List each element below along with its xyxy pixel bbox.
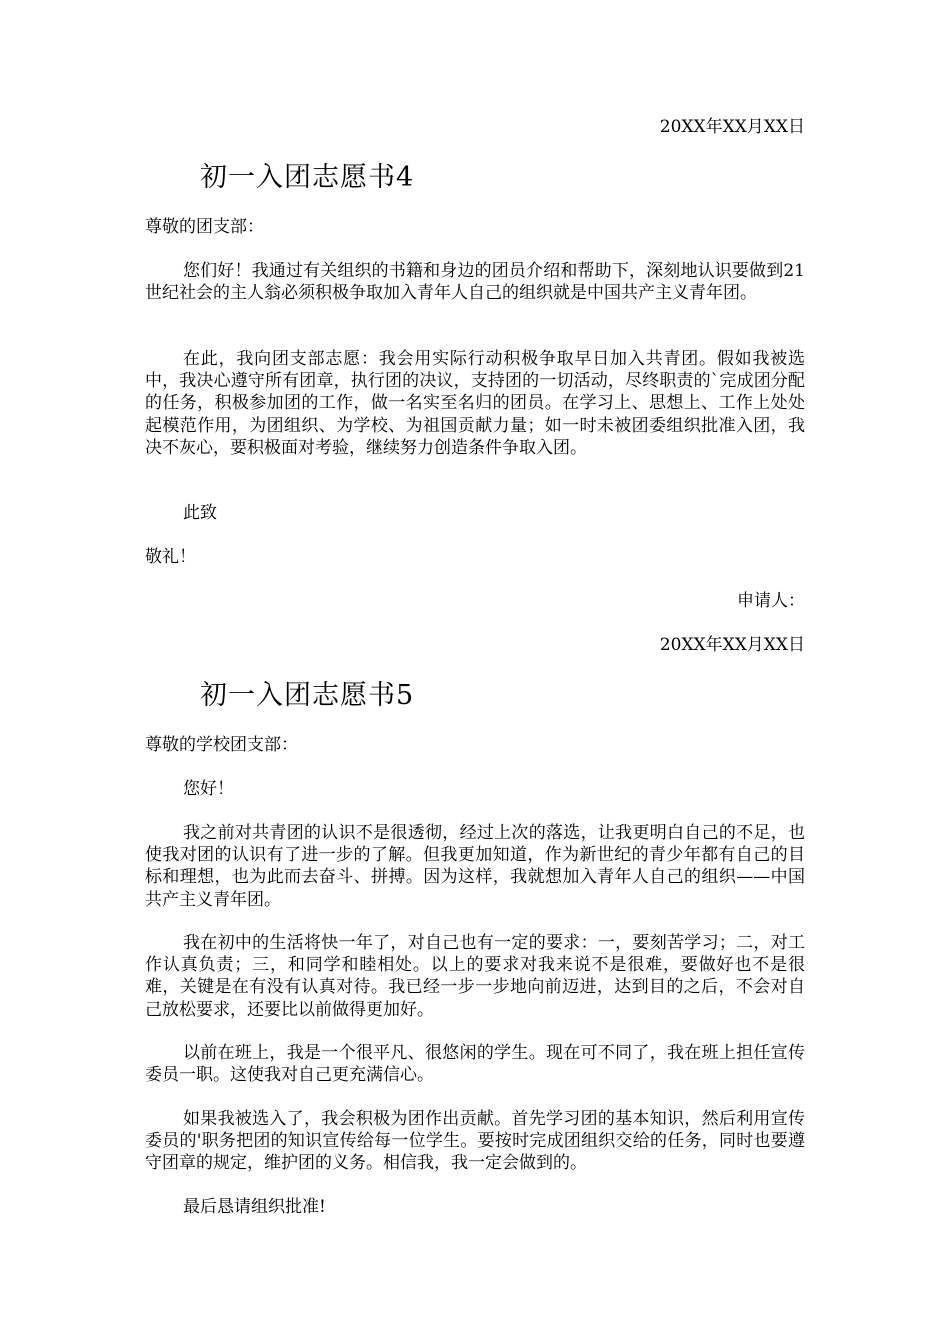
letter4-closing: 此致 bbox=[183, 503, 217, 523]
letter4-top-date: 20XX年XX月XX日 bbox=[659, 117, 805, 137]
letter4-paragraph-2: 在此，我向团支部志愿：我会用实际行动积极争取早日加入共青团。假如我被选中，我决心遵守所有团章，执行团的决议，支持团的一切活动，尽终职责的`完成团分配的任务，积极参加团的工作，做一名实至名归的团员。在学习上、思想上、工作上处处起模范作用，为团组织、为学校、为祖国贡献力量；如一时未被团委组织批准入团，我决不灰心，要积极面对考验，继续努力创造条件争取入团。 bbox=[145, 349, 805, 458]
letter4-title: 初一入团志愿书4 bbox=[200, 162, 415, 193]
letter4-paragraph-1: 您们好！我通过有关组织的书籍和身边的团员介绍和帮助下，深刻地认识要做到21世纪社会的主人翁必须积极争取加入青年人自己的组织就是中国共产主义青年团。 bbox=[145, 261, 805, 304]
letter4-bottom-date: 20XX年XX月XX日 bbox=[659, 635, 805, 655]
letter5-title: 初一入团志愿书5 bbox=[200, 680, 415, 711]
letter5-paragraph-4: 如果我被选入了，我会积极为团作出贡献。首先学习团的基本知识，然后利用宣传委员的'职务把团的知识宣传给每一位学生。要按时完成团组织交给的任务，同时也要遵守团章的规定，维护团的义务。相信我，我一定会做到的。 bbox=[145, 1109, 805, 1174]
letter4-salutation: 尊敬的团支部： bbox=[145, 217, 264, 237]
letter4-applicant: 申请人： bbox=[737, 591, 805, 611]
letter5-greeting: 您好！ bbox=[183, 779, 234, 799]
letter5-paragraph-2: 我在初中的生活将快一年了，对自己也有一定的要求：一，要刻苦学习；二，对工作认真负责；三，和同学和睦相处。以上的要求对我来说不是很难，要做好也不是很难，关键是在有没有认真对待。我已经一步一步地向前迈进，达到目的之后，不会对自己放松要求，还要比以前做得更加好。 bbox=[145, 933, 805, 1020]
letter5-paragraph-1: 我之前对共青团的认识不是很透彻，经过上次的落选，让我更明白自己的不足，也使我对团的认识有了进一步的了解。但我更加知道，作为新世纪的青少年都有自己的目标和理想，也为此而去奋斗、拼搏。因为这样，我就想加入青年人自己的组织——中国共产主义青年团。 bbox=[145, 823, 805, 910]
letter4-regards: 敬礼！ bbox=[145, 547, 196, 567]
letter5-salutation: 尊敬的学校团支部： bbox=[145, 735, 298, 755]
letter5-closing: 最后恳请组织批准! bbox=[183, 1197, 326, 1217]
letter5-paragraph-3: 以前在班上，我是一个很平凡、很悠闲的学生。现在可不同了，我在班上担任宣传委员一职。这使我对自己更充满信心。 bbox=[145, 1043, 805, 1086]
